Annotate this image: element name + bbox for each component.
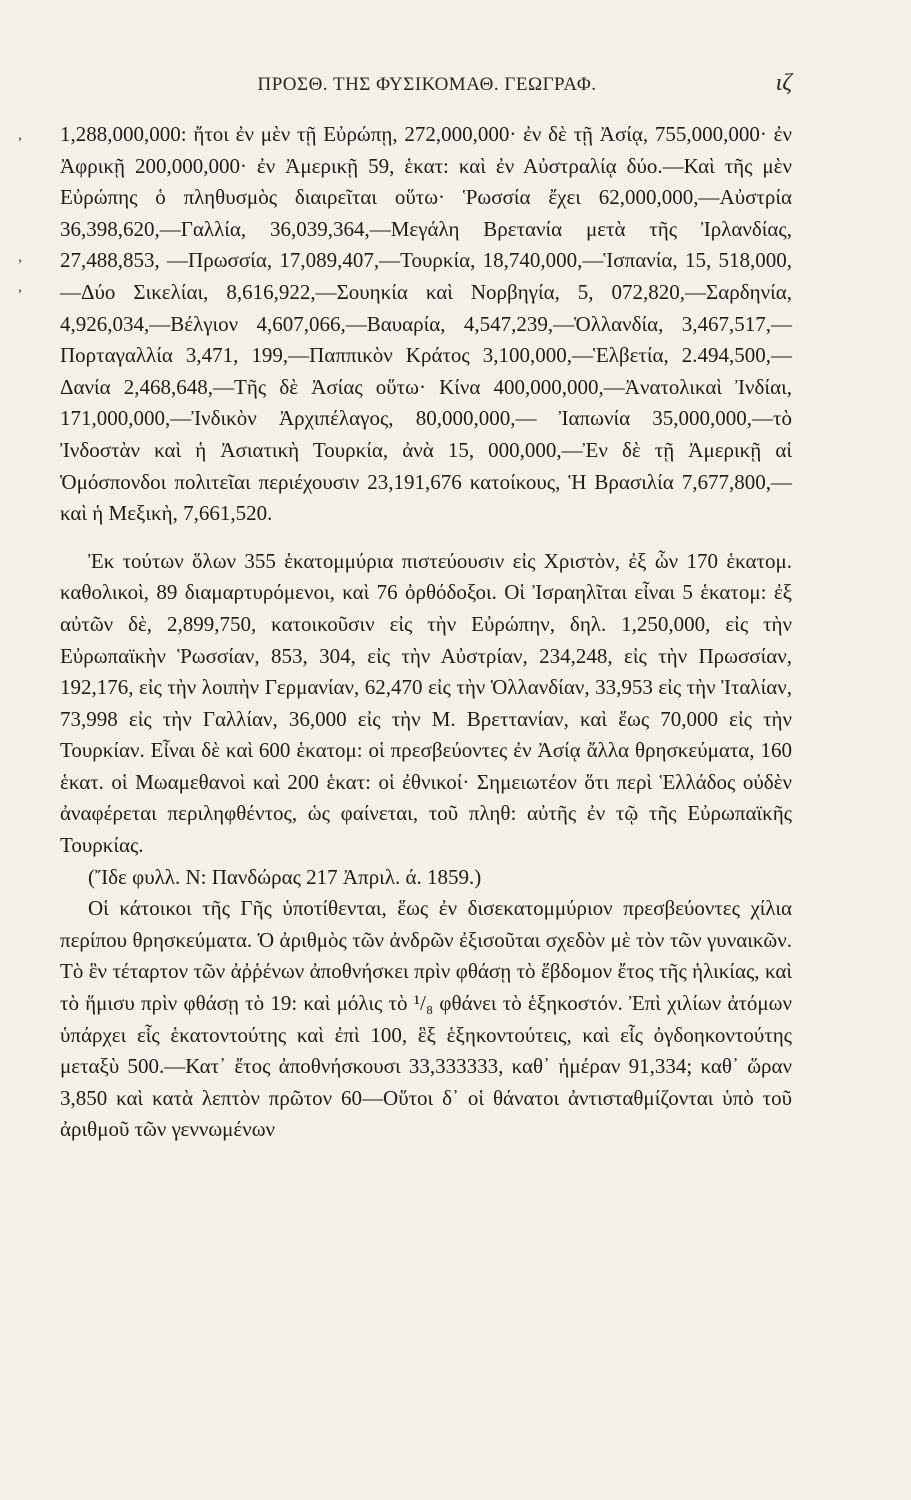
paragraph-religions: Ἐκ τούτων ὅλων 355 ἑκατομμύρια πιστεύουσιν εἰς Χριστὸν, ἐξ ὧν 170 ἑκατομ. καθολικοὶ, 89 διαμαρτυρόμενοι, καὶ 76 ὀρθόδοξοι. Οἱ Ἰσραηλῖται εἶναι 5 ἑκατομ: ἐξ αὐτῶν δὲ, 2,899,750, κατοικοῦσιν εἰς τὴν Εὐρώπην, δηλ. 1,250,000, εἰς τὴν Εὐρωπαϊκὴν Ῥωσσίαν, 853, 304, εἰς τὴν Αὐστρίαν, 234,248, εἰς τὴν Πρωσσίαν, 192,176, εἰς τὴν λοιπὴν Γερμανίαν, 62,470 εἰς τὴν Ὁλλανδίαν, 33,953 εἰς τὴν Ἰταλίαν, 73,998 εἰς τὴν Γαλλίαν, 36,000 εἰς τὴν Μ. Βρεττανίαν, καὶ ἕως 70,000 εἰς τὴν Τουρκίαν. Εἶναι δὲ καὶ 600 ἑκατομ: οἱ πρεσβεύοντες ἐν Ἀσίᾳ ἄλλα θρησκεύματα, 160 ἑκατ. οἱ Μωαμεθανοὶ καὶ 200 ἑκατ: οἱ ἐθνικοί· Σημειωτέον ὅτι περὶ Ἑλλάδος οὐδὲν ἀναφέρεται περιληφθέντος, ὡς φαίνεται, τοῦ πληθ: αὐτῆς ἐν τῷ τῆς Εὐρωπαϊκῆς Τουρκίας. (60, 548, 792, 858)
citation: (Ἴδε φυλλ. Ν: Πανδώρας 217 Ἀπριλ. ά. 1859.) (88, 864, 482, 889)
page-number: ιζ (775, 70, 792, 96)
body-text (60, 119, 792, 1146)
paragraph-mortality: Οἱ κάτοικοι τῆς Γῆς ὑποτίθενται, ἕως ἐν δισεκατομμύριον πρεσβεύοντες χίλια περίπου θρησκεύματα. Ὁ ἀριθμὸς τῶν ἀνδρῶν ἐξισοῦται σχεδὸν μὲ τὸν τῶν γυναικῶν. Τὸ ἓν τέταρτον τῶν ἀῤῥένων ἀποθνήσκει πρὶν φθάσῃ τὸ ἕβδομον ἔτος τῆς ἡλικίας, καὶ τὸ ἥμισυ πρὶν φθάσῃ τὸ 19: καὶ μόλις τὸ ¹/₈ φθάνει τὸ ἑξηκοστόν. Ἐπὶ χιλίων ἀτόμων ὑπάρχει εἷς ἑκατοντούτης καὶ ἐπὶ 100, ἓξ ἑξηκοντούτεις, καὶ εἷς ὀγδοηκοντούτης μεταξὺ 500.—Κατ᾽ ἔτος ἀποθνήσκουσι 33,333333, καθ᾽ ἡμέραν 91,334; καθ᾽ ὥραν 3,850 καὶ κατὰ λεπτὸν πρῶτον 60—Οὕτοι δ᾽ οἱ θάνατοι ἀντισταθμίζονται ὑπὸ τοῦ ἀριθμοῦ τῶν γεννωμένων (60, 896, 792, 1142)
margin-mark: , (18, 248, 22, 265)
page-header (62, 70, 792, 104)
margin-mark: , (18, 126, 22, 143)
margin-mark: , (18, 278, 22, 295)
paragraph-population-figures: 1,288,000,000: ἤτοι ἐν μὲν τῇ Εὐρώπῃ, 272,000,000· ἐν δὲ τῇ Ἀσίᾳ, 755,000,000· ἐν Ἀφρικῇ 200,000,000· ἐν Ἀμερικῇ 59, ἑκατ: καὶ ἐν Αὐστραλίᾳ δύο.—Καὶ τῆς μὲν Εὐρώπης ὁ πληθυσμὸς διαιρεῖται οὕτω· Ῥωσσία ἔχει 62,000,000,—Αὐστρία 36,398,620,—Γαλλία, 36,039,364,—Μεγάλη Βρετανία μετὰ τῆς Ἰρλανδίας, 27,488,853, —Πρωσσία, 17,089,407,—Τουρκία, 18,740,000,—Ἱσπανία, 15, 518,000,—Δύο Σικελίαι, 8,616,922,—Σουηκία καὶ Νορβηγία, 5, 072,820,—Σαρδηνία, 4,926,034,—Βέλγιον 4,607,066,—Βαυαρία, 4,547,239,—Ὁλλανδία, 3,467,517,—Πορταγαλλία 3,471, 199,—Παππικὸν Κράτος 3,100,000,—Ἑλβετία, 2.494,500,—Δανία 2,468,648,—Τῆς δὲ Ἀσίας οὕτω· Κίνα 400,000,000,—Ἀνατολικαὶ Ἰνδίαι, 171,000,000,—Ἰνδικὸν Ἀρχιπέλαγος, 80,000,000,— Ἰαπωνία 35,000,000,—τὸ Ἰνδοστὰν καὶ ἡ Ἀσιατικὴ Τουρκία, ἀνὰ 15, 000,000,—Ἐν δὲ τῇ Ἀμερικῇ αἱ Ὁμόσπονδοι πολιτεῖαι περιέχουσιν 23,191,676 κατοίκους, Ἡ Βρασιλία 7,677,800,—καὶ ἡ Μεξικὴ, 7,661,520. (60, 122, 792, 526)
running-title: ΠΡΟΣΘ. ΤΗΣ ΦΥΣΙΚΟΜΑΘ. ΓΕΩΓΡΑΦ. (257, 74, 597, 95)
